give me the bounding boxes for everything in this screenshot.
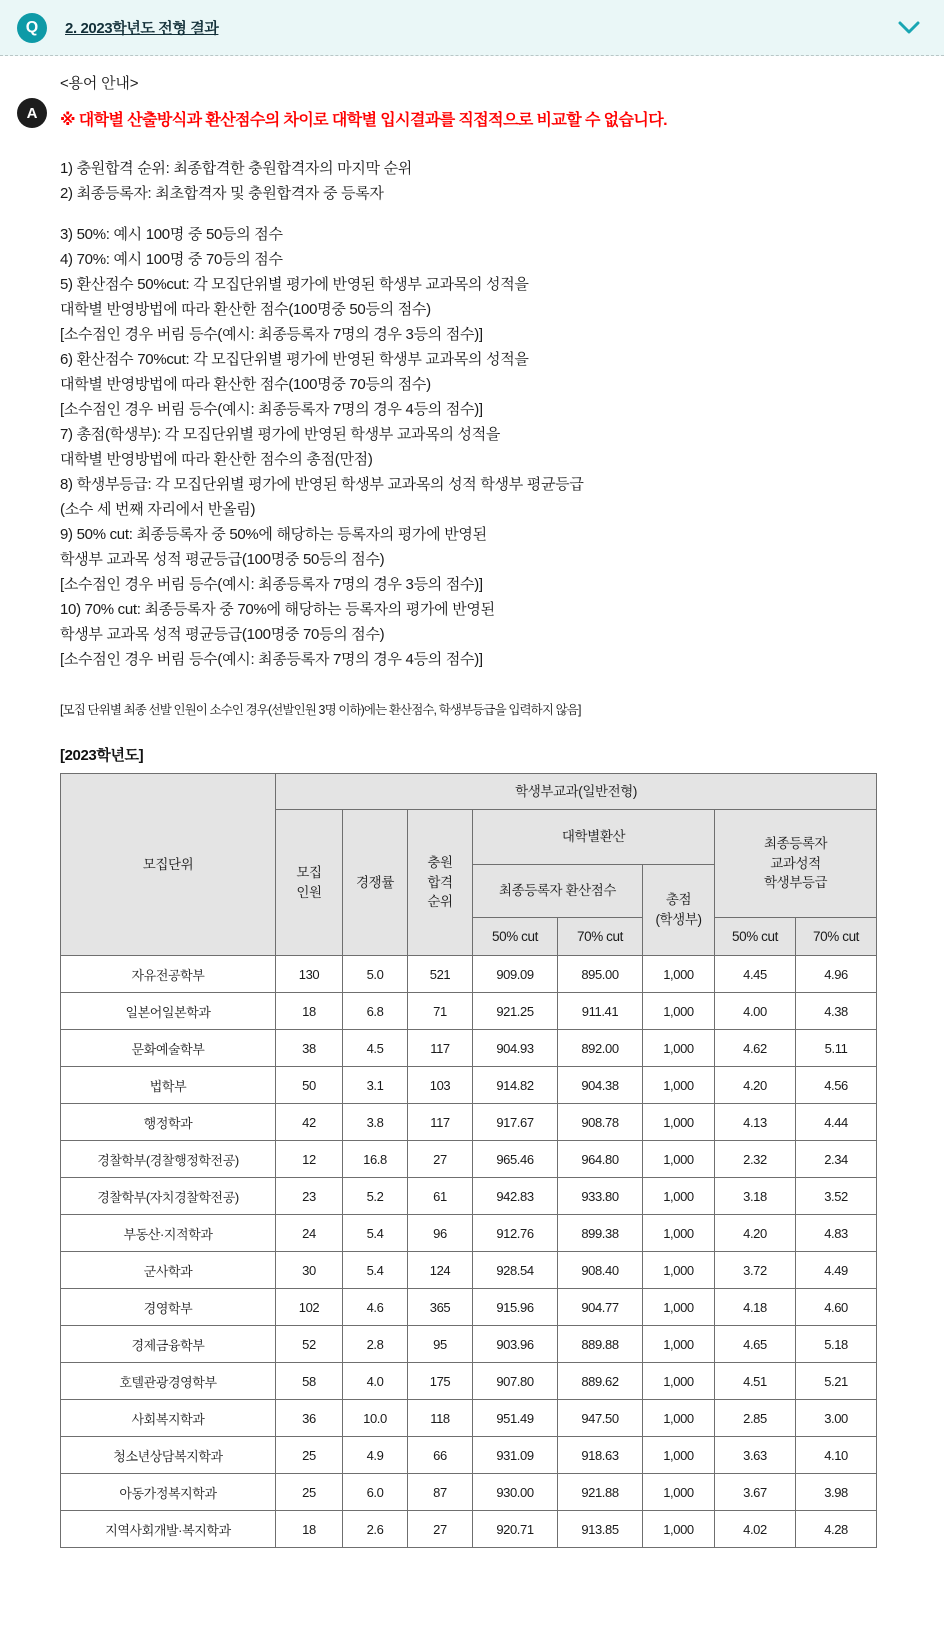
cell-total-score: 1,000: [643, 993, 715, 1030]
notes-group-2: [60, 222, 914, 672]
cell-convert-70cut: 899.38: [558, 1215, 643, 1252]
cell-waitlist-rank: 61: [408, 1178, 473, 1215]
cell-waitlist-rank: 118: [408, 1400, 473, 1437]
cell-waitlist-rank: 27: [408, 1141, 473, 1178]
col-header-grade-l3: 학생부등급: [763, 875, 828, 891]
cell-grade-70cut: 4.10: [796, 1437, 877, 1474]
note-line: 3) 50%: 예시 100명 중 50등의 점수: [60, 226, 283, 243]
cell-quota: 52: [276, 1326, 343, 1363]
note-line: [소수점인 경우 버림 등수(예시: 최종등록자 7명의 경우 3등의 점수)]: [60, 576, 483, 593]
note-line: 10) 70% cut: 최종등록자 중 70%에 해당하는 등록자의 평가에 반영된: [60, 601, 495, 618]
cell-grade-50cut: 3.67: [715, 1474, 796, 1511]
cell-convert-50cut: 965.46: [473, 1141, 558, 1178]
col-header-ratio: 경쟁률: [343, 810, 408, 956]
cell-dept: 경제금융학부: [61, 1326, 276, 1363]
table-row: [61, 1215, 877, 1252]
cell-total-score: 1,000: [643, 1030, 715, 1067]
cell-convert-50cut: 920.71: [473, 1511, 558, 1548]
cell-grade-70cut: 4.28: [796, 1511, 877, 1548]
cell-waitlist-rank: 71: [408, 993, 473, 1030]
cell-dept: 지역사회개발·복지학과: [61, 1511, 276, 1548]
cell-waitlist-rank: 27: [408, 1511, 473, 1548]
table-caption: [2023학년도]: [60, 747, 144, 764]
cell-convert-70cut: 933.80: [558, 1178, 643, 1215]
table-head: [61, 774, 877, 956]
cell-convert-70cut: 904.38: [558, 1067, 643, 1104]
cell-grade-50cut: 4.65: [715, 1326, 796, 1363]
col-header-top-group: 학생부교과(일반전형): [276, 774, 877, 810]
cell-grade-70cut: 4.49: [796, 1252, 877, 1289]
col-header-waitlist-l3: 순위: [427, 894, 453, 910]
cell-total-score: 1,000: [643, 1363, 715, 1400]
col-header-quota: [276, 810, 343, 956]
col-header-total-l1: 총점: [665, 892, 692, 908]
cell-grade-50cut: 3.18: [715, 1178, 796, 1215]
col-header-univ-convert: 대학별환산: [473, 810, 715, 865]
col-header-total-score: [643, 865, 715, 956]
cell-total-score: 1,000: [643, 1178, 715, 1215]
cell-grade-70cut: 4.56: [796, 1067, 877, 1104]
cell-convert-70cut: 889.62: [558, 1363, 643, 1400]
faq-answer-body: [0, 56, 944, 1548]
col-header-grade-l2: 교과성적: [770, 855, 821, 871]
table-row: [61, 1400, 877, 1437]
cell-quota: 18: [276, 993, 343, 1030]
cell-waitlist-rank: 521: [408, 956, 473, 993]
cell-convert-50cut: 931.09: [473, 1437, 558, 1474]
cell-quota: 36: [276, 1400, 343, 1437]
note-line: 7) 총점(학생부): 각 모집단위별 평가에 반영된 학생부 교과목의 성적을: [60, 426, 501, 443]
cell-total-score: 1,000: [643, 956, 715, 993]
cell-dept: 청소년상담복지학과: [61, 1437, 276, 1474]
cell-total-score: 1,000: [643, 1437, 715, 1474]
cell-ratio: 3.1: [343, 1067, 408, 1104]
note-line: (소수 세 번째 자리에서 반올림): [60, 501, 256, 518]
cell-dept: 행정학과: [61, 1104, 276, 1141]
cell-total-score: 1,000: [643, 1326, 715, 1363]
cell-waitlist-rank: 96: [408, 1215, 473, 1252]
cell-total-score: 1,000: [643, 1511, 715, 1548]
answer-badge: A: [17, 98, 47, 128]
cell-convert-50cut: 904.93: [473, 1030, 558, 1067]
cell-ratio: 6.8: [343, 993, 408, 1030]
table-row: [61, 1289, 877, 1326]
cell-ratio: 5.4: [343, 1252, 408, 1289]
cell-convert-50cut: 921.25: [473, 993, 558, 1030]
cell-waitlist-rank: 365: [408, 1289, 473, 1326]
table-row: [61, 1474, 877, 1511]
table-row: [61, 993, 877, 1030]
cell-total-score: 1,000: [643, 1215, 715, 1252]
table-row: [61, 1326, 877, 1363]
cell-waitlist-rank: 124: [408, 1252, 473, 1289]
cell-convert-50cut: 907.80: [473, 1363, 558, 1400]
cell-ratio: 2.6: [343, 1511, 408, 1548]
cell-quota: 24: [276, 1215, 343, 1252]
table-row: [61, 1030, 877, 1067]
cell-grade-70cut: 4.44: [796, 1104, 877, 1141]
cell-grade-70cut: 2.34: [796, 1141, 877, 1178]
cell-grade-50cut: 2.85: [715, 1400, 796, 1437]
cell-grade-50cut: 4.20: [715, 1067, 796, 1104]
col-header-quota-l2: 인원: [296, 884, 322, 900]
admission-results-table: [60, 773, 877, 1548]
cell-quota: 25: [276, 1437, 343, 1474]
cell-ratio: 5.0: [343, 956, 408, 993]
note-line: 학생부 교과목 성적 평균등급(100명중 70등의 점수): [60, 626, 385, 643]
note-line: 2) 최종등록자: 최초합격자 및 충원합격자 중 등록자: [60, 185, 384, 202]
cell-convert-50cut: 917.67: [473, 1104, 558, 1141]
cell-convert-70cut: 964.80: [558, 1141, 643, 1178]
cell-dept: 자유전공학부: [61, 956, 276, 993]
table-header-row: [61, 774, 877, 810]
cell-quota: 12: [276, 1141, 343, 1178]
cell-waitlist-rank: 117: [408, 1104, 473, 1141]
cell-grade-50cut: 4.45: [715, 956, 796, 993]
cell-grade-50cut: 3.72: [715, 1252, 796, 1289]
answer-content: [0, 72, 944, 1548]
cell-dept: 법학부: [61, 1067, 276, 1104]
cell-ratio: 3.8: [343, 1104, 408, 1141]
col-header-waitlist-l2: 합격: [427, 874, 453, 890]
col-header-dept: 모집단위: [61, 774, 276, 956]
table-body: [61, 956, 877, 1548]
cell-convert-70cut: 895.00: [558, 956, 643, 993]
cell-ratio: 4.9: [343, 1437, 408, 1474]
note-line: 8) 학생부등급: 각 모집단위별 평가에 반영된 학생부 교과목의 성적 학생부 평균등급: [60, 476, 584, 493]
col-header-cut50-score: 50% cut: [473, 918, 558, 956]
cell-ratio: 6.0: [343, 1474, 408, 1511]
cell-quota: 42: [276, 1104, 343, 1141]
note-line: 대학별 반영방법에 따라 환산한 점수의 총점(만점): [60, 451, 373, 468]
cell-convert-50cut: 912.76: [473, 1215, 558, 1252]
cell-quota: 38: [276, 1030, 343, 1067]
cell-dept: 경찰학부(경찰행정학전공): [61, 1141, 276, 1178]
cell-dept: 경영학부: [61, 1289, 276, 1326]
cell-convert-70cut: 947.50: [558, 1400, 643, 1437]
cell-convert-50cut: 915.96: [473, 1289, 558, 1326]
cell-dept: 호텔관광경영학부: [61, 1363, 276, 1400]
cell-waitlist-rank: 66: [408, 1437, 473, 1474]
cell-dept: 군사학과: [61, 1252, 276, 1289]
cell-grade-70cut: 4.96: [796, 956, 877, 993]
spacer: [60, 206, 914, 222]
cell-convert-70cut: 904.77: [558, 1289, 643, 1326]
table-row: [61, 1437, 877, 1474]
cell-quota: 23: [276, 1178, 343, 1215]
note-line: [소수점인 경우 버림 등수(예시: 최종등록자 7명의 경우 4등의 점수)]: [60, 651, 483, 668]
col-header-quota-l1: 모집: [296, 864, 322, 880]
cell-convert-70cut: 911.41: [558, 993, 643, 1030]
cell-ratio: 4.6: [343, 1289, 408, 1326]
note-line: 9) 50% cut: 최종등록자 중 50%에 해당하는 등록자의 평가에 반영된: [60, 526, 487, 543]
note-line: [소수점인 경우 버림 등수(예시: 최종등록자 7명의 경우 3등의 점수)]: [60, 326, 483, 343]
comparison-warning: ※ 대학별 산출방식과 환산점수의 차이로 대학별 입시결과를 직접적으로 비교할 수 없습니다.: [60, 112, 667, 129]
cell-ratio: 2.8: [343, 1326, 408, 1363]
term-guide-label: <용어 안내>: [60, 75, 139, 92]
cell-dept: 아동가정복지학과: [61, 1474, 276, 1511]
cell-grade-50cut: 4.62: [715, 1030, 796, 1067]
table-row: [61, 1141, 877, 1178]
cell-total-score: 1,000: [643, 1141, 715, 1178]
cell-waitlist-rank: 117: [408, 1030, 473, 1067]
cell-quota: 18: [276, 1511, 343, 1548]
cell-convert-70cut: 913.85: [558, 1511, 643, 1548]
cell-waitlist-rank: 103: [408, 1067, 473, 1104]
cell-ratio: 10.0: [343, 1400, 408, 1437]
small-unit-note: [모집 단위별 최종 선발 인원이 소수인 경우(선발인원 3명 이하)에는 환산점수, 학생부등급을 입력하지 않음]: [60, 703, 581, 717]
note-line: 1) 충원합격 순위: 최종합격한 충원합격자의 마지막 순위: [60, 160, 412, 177]
cell-dept: 경찰학부(자치경찰학전공): [61, 1178, 276, 1215]
faq-question-header[interactable]: [0, 0, 944, 56]
table-row: [61, 1252, 877, 1289]
cell-convert-50cut: 942.83: [473, 1178, 558, 1215]
cell-total-score: 1,000: [643, 1067, 715, 1104]
cell-grade-70cut: 5.21: [796, 1363, 877, 1400]
cell-ratio: 4.0: [343, 1363, 408, 1400]
cell-quota: 30: [276, 1252, 343, 1289]
table-row: [61, 1363, 877, 1400]
cell-grade-50cut: 4.18: [715, 1289, 796, 1326]
note-line: 4) 70%: 예시 100명 중 70등의 점수: [60, 251, 283, 268]
cell-convert-50cut: 909.09: [473, 956, 558, 993]
cell-convert-50cut: 914.82: [473, 1067, 558, 1104]
col-header-cut50-grade: 50% cut: [715, 918, 796, 956]
cell-grade-70cut: 5.11: [796, 1030, 877, 1067]
cell-convert-70cut: 889.88: [558, 1326, 643, 1363]
col-header-grade-l1: 최종등록자: [763, 836, 828, 852]
cell-convert-70cut: 908.78: [558, 1104, 643, 1141]
note-line: 대학별 반영방법에 따라 환산한 점수(100명중 50등의 점수): [60, 301, 431, 318]
cell-quota: 102: [276, 1289, 343, 1326]
cell-grade-50cut: 4.20: [715, 1215, 796, 1252]
cell-total-score: 1,000: [643, 1252, 715, 1289]
cell-waitlist-rank: 95: [408, 1326, 473, 1363]
cell-quota: 50: [276, 1067, 343, 1104]
cell-total-score: 1,000: [643, 1104, 715, 1141]
cell-grade-50cut: 4.51: [715, 1363, 796, 1400]
col-header-final-grade: [715, 810, 877, 918]
cell-dept: 문화예술학부: [61, 1030, 276, 1067]
table-row: [61, 1104, 877, 1141]
cell-grade-50cut: 4.13: [715, 1104, 796, 1141]
cell-grade-50cut: 4.02: [715, 1511, 796, 1548]
col-header-final-convert-score: 최종등록자 환산점수: [473, 865, 643, 918]
cell-quota: 58: [276, 1363, 343, 1400]
col-header-cut70-score: 70% cut: [558, 918, 643, 956]
cell-convert-70cut: 892.00: [558, 1030, 643, 1067]
cell-grade-70cut: 4.83: [796, 1215, 877, 1252]
table-row: [61, 1067, 877, 1104]
cell-dept: 부동산·지적학과: [61, 1215, 276, 1252]
cell-dept: 일본어일본학과: [61, 993, 276, 1030]
cell-grade-70cut: 4.38: [796, 993, 877, 1030]
cell-quota: 25: [276, 1474, 343, 1511]
cell-grade-70cut: 5.18: [796, 1326, 877, 1363]
col-header-waitlist-rank: [408, 810, 473, 956]
cell-dept: 사회복지학과: [61, 1400, 276, 1437]
cell-waitlist-rank: 87: [408, 1474, 473, 1511]
cell-convert-50cut: 903.96: [473, 1326, 558, 1363]
cell-convert-70cut: 921.88: [558, 1474, 643, 1511]
faq-question-title[interactable]: 2. 2023학년도 전형 결과: [65, 20, 219, 37]
cell-grade-70cut: 3.52: [796, 1178, 877, 1215]
cell-grade-70cut: 4.60: [796, 1289, 877, 1326]
col-header-waitlist-l1: 충원: [427, 855, 453, 871]
chevron-down-icon[interactable]: [896, 15, 922, 41]
cell-ratio: 16.8: [343, 1141, 408, 1178]
table-row: [61, 1178, 877, 1215]
cell-total-score: 1,000: [643, 1400, 715, 1437]
notes-group-1: [60, 156, 914, 206]
cell-ratio: 4.5: [343, 1030, 408, 1067]
cell-grade-50cut: 4.00: [715, 993, 796, 1030]
cell-waitlist-rank: 175: [408, 1363, 473, 1400]
spacer: [60, 672, 914, 698]
note-line: [소수점인 경우 버림 등수(예시: 최종등록자 7명의 경우 4등의 점수)]: [60, 401, 483, 418]
cell-grade-50cut: 2.32: [715, 1141, 796, 1178]
cell-convert-70cut: 918.63: [558, 1437, 643, 1474]
cell-grade-70cut: 3.00: [796, 1400, 877, 1437]
cell-convert-70cut: 908.40: [558, 1252, 643, 1289]
cell-total-score: 1,000: [643, 1289, 715, 1326]
cell-convert-50cut: 928.54: [473, 1252, 558, 1289]
table-row: [61, 956, 877, 993]
cell-grade-50cut: 3.63: [715, 1437, 796, 1474]
note-line: 대학별 반영방법에 따라 환산한 점수(100명중 70등의 점수): [60, 376, 431, 393]
cell-ratio: 5.4: [343, 1215, 408, 1252]
col-header-total-l2: (학생부): [655, 912, 702, 927]
note-line: 학생부 교과목 성적 평균등급(100명중 50등의 점수): [60, 551, 385, 568]
col-header-cut70-grade: 70% cut: [796, 918, 877, 956]
table-row: [61, 1511, 877, 1548]
question-badge: Q: [17, 13, 47, 43]
cell-convert-50cut: 951.49: [473, 1400, 558, 1437]
cell-grade-70cut: 3.98: [796, 1474, 877, 1511]
cell-ratio: 5.2: [343, 1178, 408, 1215]
note-line: 5) 환산점수 50%cut: 각 모집단위별 평가에 반영된 학생부 교과목의 성적을: [60, 276, 529, 293]
note-line: 6) 환산점수 70%cut: 각 모집단위별 평가에 반영된 학생부 교과목의 성적을: [60, 351, 529, 368]
cell-convert-50cut: 930.00: [473, 1474, 558, 1511]
cell-total-score: 1,000: [643, 1474, 715, 1511]
cell-quota: 130: [276, 956, 343, 993]
